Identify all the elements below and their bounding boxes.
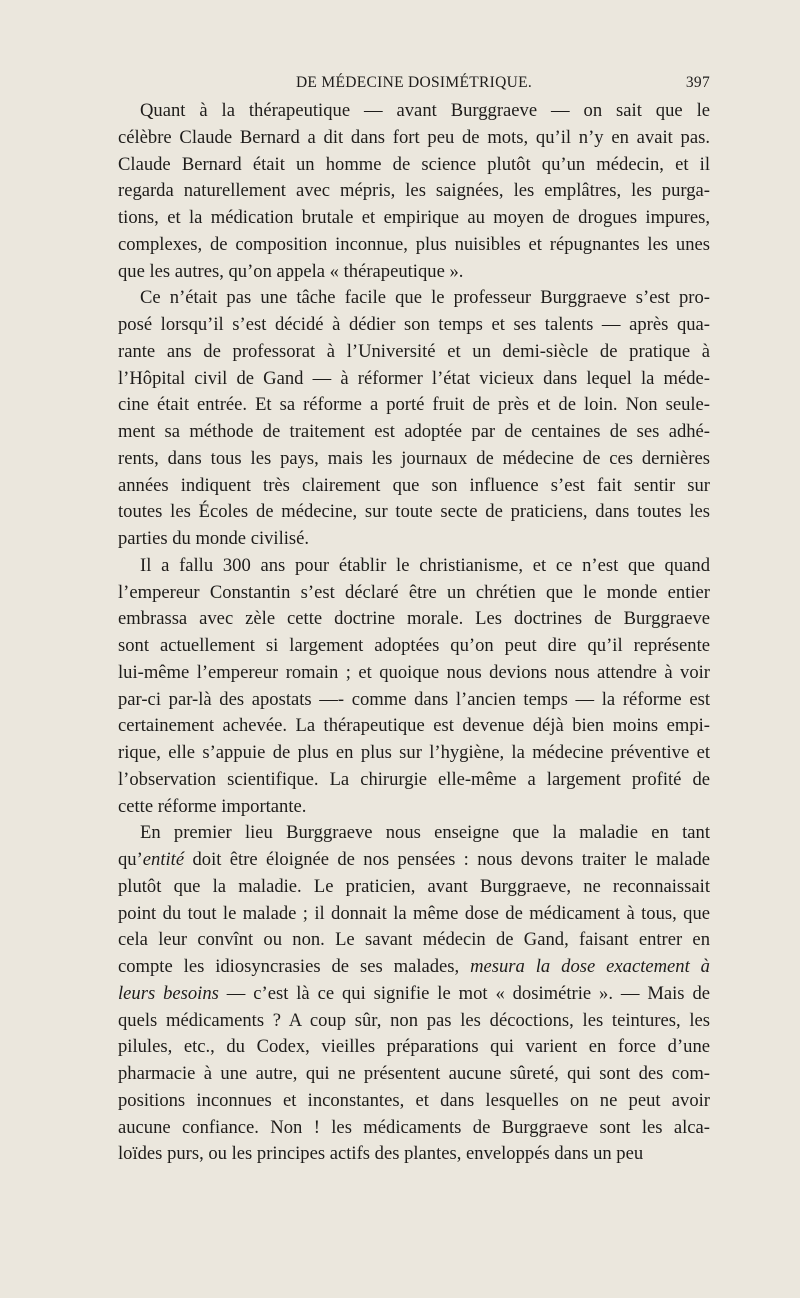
text-line: complexes, de composition inconnue, plus nuisibles et répugnantes les unes [118, 233, 710, 255]
text-line: point du tout le malade ; il donnait la même dose de médicament à tous, que [118, 902, 710, 924]
text-line: leurs besoins — c’est là ce qui signifie le mot « dosimétrie ». — Mais de [118, 982, 710, 1004]
text-line: par-ci par-là des apostats —- comme dans l’ancien temps — la réforme est [118, 688, 710, 710]
text-line: Claude Bernard était un homme de science plutôt qu’un médecin, et il [118, 153, 710, 175]
text-line: pharmacie à une autre, qui ne présentent aucune sûreté, qui sont des com- [118, 1063, 710, 1084]
paragraph [118, 98, 710, 285]
text-line: ment sa méthode de traitement est adoptée par de centaines de ses adhé- [118, 421, 710, 442]
text-line: lui-même l’empereur romain ; et quoique nous devions nous attendre à voir [118, 661, 710, 683]
text-line: célèbre Claude Bernard a dit dans fort peu de mots, qu’il n’y en avait pas. [118, 126, 710, 148]
text-line: rique, elle s’appuie de plus en plus sur l’hygiène, la médecine préventive et [118, 742, 710, 763]
text-line: l’empereur Constantin s’est déclaré être un chrétien que le monde entier [118, 581, 710, 603]
text-line: regarda naturellement avec mépris, les saignées, les emplâtres, les purga- [118, 180, 710, 202]
text-line: Quant à la thérapeutique — avant Burggraeve — on sait que le [140, 100, 710, 121]
page-number: 397 [685, 74, 710, 91]
text-line: parties du monde civilisé. [118, 528, 310, 549]
text-line: Ce n’était pas une tâche facile que le professeur Burggraeve s’est pro- [140, 287, 710, 309]
text-line: compte les idiosyncrasies de ses malades, mesura la dose exactement à [118, 956, 710, 977]
text-line: toutes les Écoles de médecine, sur toute secte de praticiens, dans toutes les [118, 501, 710, 523]
text-line: rents, dans tous les pays, mais les journaux de médecine de ces dernières [118, 447, 710, 469]
text-line: certainement achevée. La thérapeutique est devenue déjà bien moins empi- [118, 715, 710, 737]
running-head [118, 74, 710, 94]
text-line: aucune confiance. Non ! les médicaments de Burggraeve sont les alca- [118, 1116, 710, 1138]
text-line: quels médicaments ? A coup sûr, non pas les décoctions, les teintures, les [118, 1009, 710, 1031]
text-line: rante ans de professorat à l’Université et un demi-siècle de pratique à [118, 340, 710, 362]
text-line: plutôt que la maladie. Le praticien, avant Burggraeve, ne reconnaissait [118, 875, 710, 897]
running-title: DE MÉDECINE DOSIMÉTRIQUE. [295, 74, 533, 91]
paragraph [118, 553, 710, 821]
text-line: l’Hôpital civil de Gand — à réformer l’état vicieux dans lequel la méde- [118, 367, 710, 389]
text-line: pilules, etc., du Codex, vieilles préparations qui varient en force d’une [118, 1036, 710, 1058]
text-line: loïdes purs, ou les principes actifs des plantes, enveloppés dans un peu [118, 1143, 644, 1165]
text-line: cette réforme importante. [118, 795, 307, 817]
text-line: positions inconnues et inconstantes, et dans lesquelles on ne peut avoir [118, 1089, 710, 1111]
text-line: En premier lieu Burggraeve nous enseigne que la maladie en tant [140, 822, 710, 844]
text-line: années indiquent très clairement que son influence s’est fait sentir sur [118, 474, 710, 496]
body-text [118, 98, 710, 1168]
text-line: Il a fallu 300 ans pour établir le christianisme, et ce n’est que quand [140, 554, 710, 576]
paragraph [118, 820, 710, 1168]
text-line: cela leur convînt ou non. Le savant médecin de Gand, faisant entrer en [118, 929, 710, 951]
text-line: tions, et la médication brutale et empirique au moyen de drogues impures, [118, 207, 710, 228]
text-line: embrassa avec zèle cette doctrine morale. Les doctrines de Burggraeve [118, 608, 710, 630]
text-line: sont actuellement si largement adoptées qu’on peut dire qu’il représente [118, 635, 710, 656]
text-line: que les autres, qu’on appela « thérapeutique ». [118, 260, 464, 282]
text-line: posé lorsqu’il s’est décidé à dédier son temps et ses talents — après qua- [118, 314, 710, 335]
text-line: qu’entité doit être éloignée de nos pensées : nous devons traiter le malade [118, 849, 710, 870]
text-line: l’observation scientifique. La chirurgie elle-même a largement profité de [118, 768, 710, 790]
paragraph [118, 285, 710, 553]
text-line: cine était entrée. Et sa réforme a porté fruit de près et de loin. Non seule- [118, 394, 710, 416]
